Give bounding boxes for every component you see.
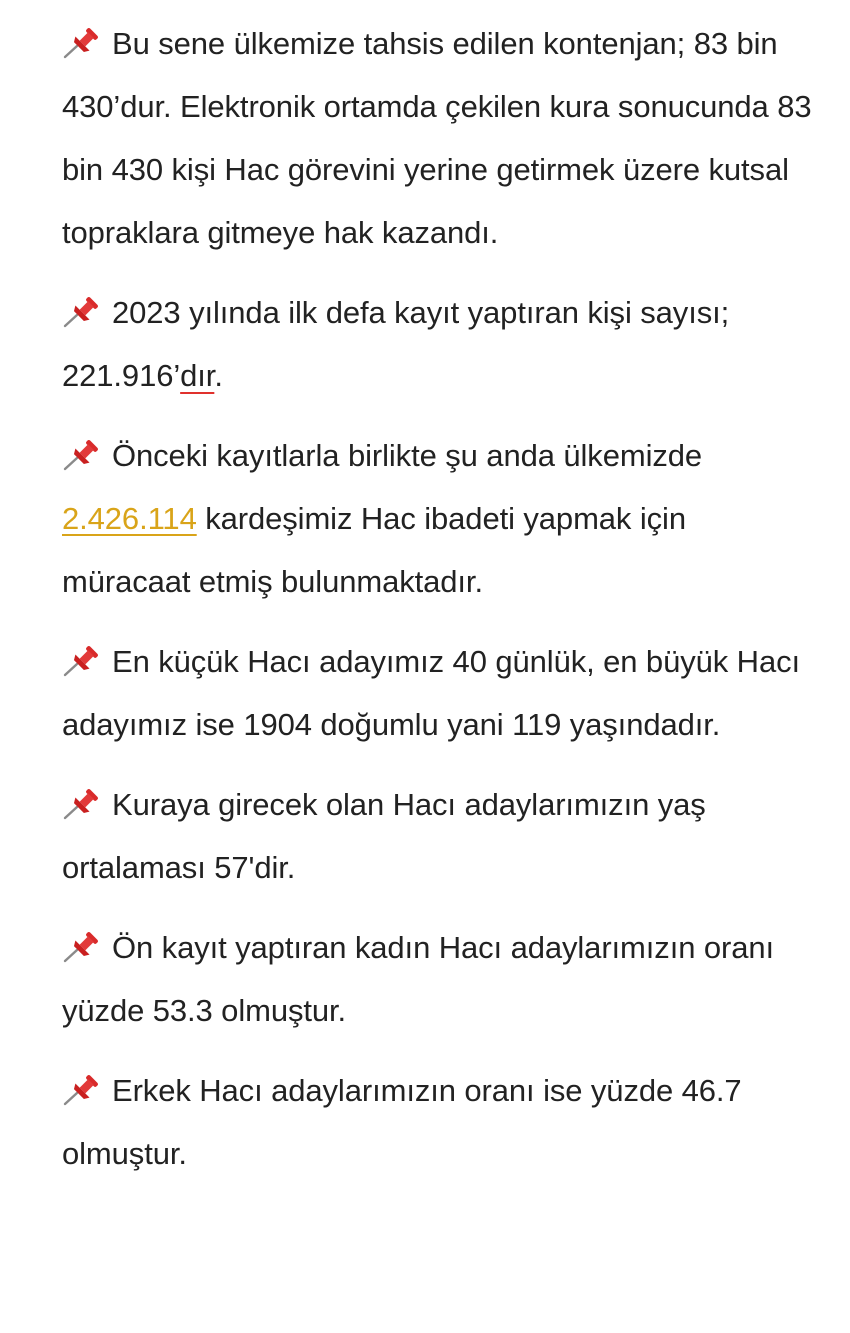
paragraph-average-age (62, 773, 822, 899)
pushpin-icon (62, 1073, 102, 1107)
pushpin-icon (62, 295, 102, 329)
paragraph-text: Kuraya girecek olan Hacı adaylarımızın yaş ortalaması 57'dir. (62, 787, 706, 885)
pushpin-icon (62, 438, 102, 472)
paragraph-text: Ön kayıt yaptıran kadın Hacı adaylarımızın oranı yüzde 53.3 olmuştur. (62, 930, 775, 1028)
paragraph-total-applications (62, 424, 822, 613)
paragraph-age-range (62, 630, 822, 756)
pushpin-icon (62, 787, 102, 821)
paragraph-male-ratio (62, 1059, 822, 1185)
pushpin-icon (62, 644, 102, 678)
paragraph-first-registrations (62, 281, 822, 407)
paragraph-text-end: kardeşimiz Hac ibadeti yapmak için müracaat etmiş bulunmaktadır. (62, 501, 686, 599)
spellcheck-underlined-word: dır (180, 358, 215, 393)
paragraph-text: En küçük Hacı adayımız 40 günlük, en büyük Hacı adayımız ise 1904 doğumlu yani 119 yaşındadır. (62, 644, 801, 742)
paragraph-text: 2023 yılında ilk defa kayıt yaptıran kişi sayısı; 221.916’ (62, 295, 730, 393)
paragraph-female-ratio (62, 916, 822, 1042)
number-link[interactable]: 2.426.114 (62, 501, 197, 536)
paragraph-text: Önceki kayıtlarla birlikte şu anda ülkemizde (112, 438, 703, 473)
pushpin-icon (62, 930, 102, 964)
paragraph-text-end: . (214, 358, 223, 393)
paragraph-quota (62, 12, 822, 264)
pushpin-icon (62, 26, 102, 60)
paragraph-text: Erkek Hacı adaylarımızın oranı ise yüzde 46.7 olmuştur. (62, 1073, 742, 1171)
paragraph-text: Bu sene ülkemize tahsis edilen kontenjan; 83 bin 430’dur. Elektronik ortamda çekilen kura sonucunda 83 bin 430 kişi Hac görevini yerine getirmek üzere kutsal topraklara gitmeye hak kazandı. (62, 26, 812, 250)
document-body (62, 12, 822, 1202)
